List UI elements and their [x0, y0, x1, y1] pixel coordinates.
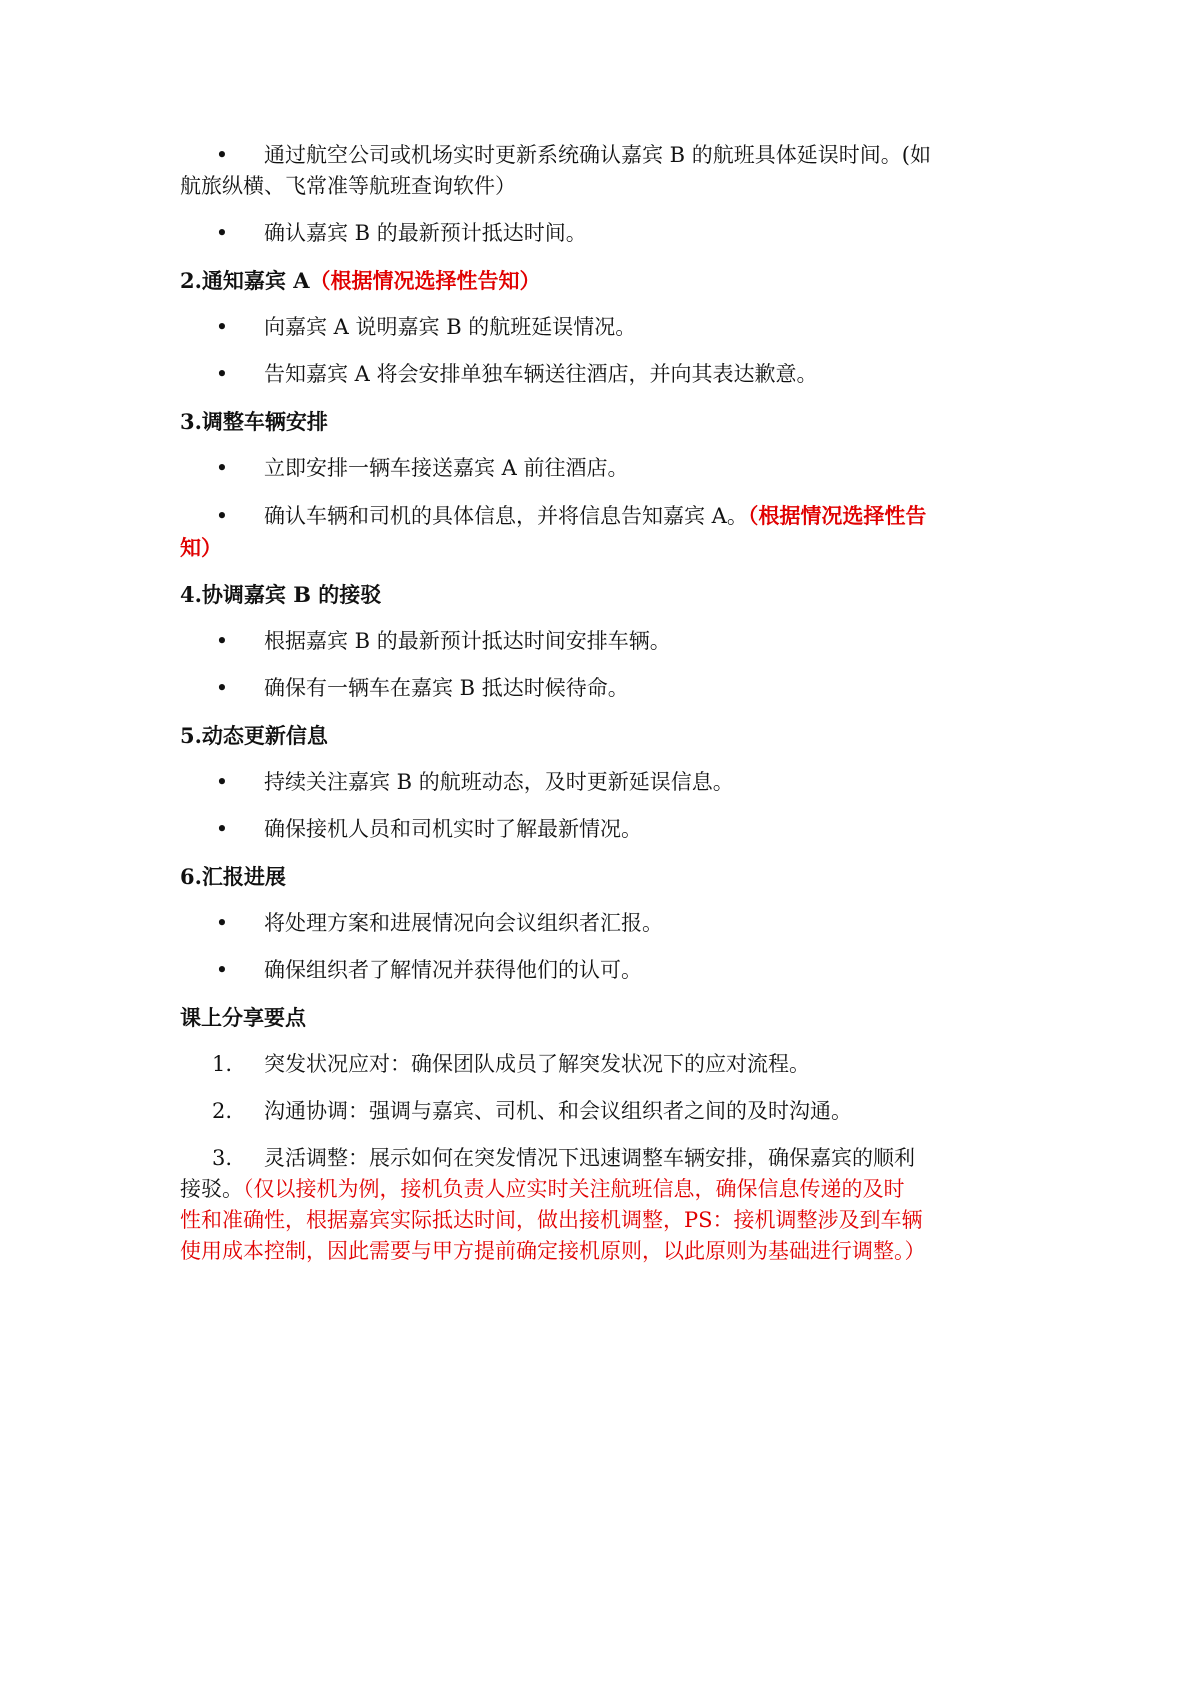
bullet-icon: • [215, 362, 229, 386]
section-title: 课上分享要点 [180, 1005, 306, 1030]
numbered-item [180, 1096, 1015, 1127]
bullet-item [180, 673, 1015, 704]
bullet-item [180, 140, 1015, 202]
bullet-icon: • [215, 456, 229, 480]
bullet-item [180, 767, 1015, 798]
bullet-item [180, 908, 1015, 939]
section-title: 5.动态更新信息 [180, 723, 328, 748]
document-page [180, 140, 1015, 1283]
bullet-text: 持续关注嘉宾 B 的航班动态，及时更新延误信息。 [264, 770, 734, 794]
item-note: （仅以接机为例，接机负责人应实时关注航班信息，确保信息传递的及时 [243, 1177, 905, 1201]
bullet-text-cont: 航旅纵横、飞常准等航班查询软件） [180, 174, 516, 198]
bullet-note: （根据情况选择性告 [747, 503, 927, 528]
section-heading [180, 861, 1015, 892]
bullet-text: 确保接机人员和司机实时了解最新情况。 [264, 817, 642, 841]
item-text-cont: 接驳。 [180, 1177, 243, 1201]
section-heading [180, 406, 1015, 437]
bullet-item [180, 312, 1015, 343]
section-title: 4.协调嘉宾 B 的接驳 [180, 582, 382, 607]
item-number: 2. [211, 1099, 233, 1123]
section-title: 3.调整车辆安排 [180, 409, 328, 434]
bullet-icon: • [215, 817, 229, 841]
item-note-cont: 使用成本控制，因此需要与甲方提前确定接机原则，以此原则为基础进行调整。） [180, 1239, 926, 1263]
bullet-text: 向嘉宾 A 说明嘉宾 B 的航班延误情况。 [264, 315, 637, 339]
item-text: 灵活调整：展示如何在突发情况下迅速调整车辆安排，确保嘉宾的顺利 [264, 1146, 915, 1170]
bullet-item [180, 626, 1015, 657]
section-title: 6.汇报进展 [180, 864, 286, 889]
bullet-item [180, 218, 1015, 249]
bullet-note-cont: 知） [180, 535, 222, 560]
section-heading [180, 265, 1015, 296]
item-number: 1. [211, 1052, 233, 1076]
bullet-item [180, 500, 1015, 563]
bullet-item [180, 453, 1015, 484]
section-heading [180, 720, 1015, 751]
bullet-icon: • [215, 629, 229, 653]
bullet-icon: • [215, 958, 229, 982]
bullet-text: 将处理方案和进展情况向会议组织者汇报。 [264, 911, 663, 935]
section-title: 2.通知嘉宾 A [180, 268, 310, 293]
bullet-item [180, 359, 1015, 390]
section-heading [180, 1002, 1015, 1033]
bullet-item [180, 814, 1015, 845]
numbered-item [180, 1049, 1015, 1080]
bullet-text: 根据嘉宾 B 的最新预计抵达时间安排车辆。 [264, 629, 671, 653]
numbered-item [180, 1143, 1015, 1267]
item-number: 3. [211, 1146, 233, 1170]
bullet-text: 告知嘉宾 A 将会安排单独车辆送往酒店，并向其表达歉意。 [264, 362, 818, 386]
item-note-cont: 性和准确性，根据嘉宾实际抵达时间，做出接机调整，PS：接机调整涉及到车辆 [180, 1208, 923, 1232]
bullet-text: 通过航空公司或机场实时更新系统确认嘉宾 B 的航班具体延误时间。(如 [264, 143, 931, 167]
bullet-icon: • [215, 143, 229, 167]
bullet-icon: • [215, 315, 229, 339]
bullet-text: 确认车辆和司机的具体信息，并将信息告知嘉宾 A。 [264, 504, 748, 528]
section-heading [180, 579, 1015, 610]
bullet-text: 立即安排一辆车接送嘉宾 A 前往酒店。 [264, 456, 629, 480]
bullet-icon: • [215, 911, 229, 935]
section-note: （根据情况选择性告知） [309, 268, 541, 293]
bullet-icon: • [215, 676, 229, 700]
item-text: 突发状况应对：确保团队成员了解突发状况下的应对流程。 [264, 1052, 810, 1076]
bullet-icon: • [215, 221, 229, 245]
bullet-item [180, 955, 1015, 986]
item-text: 沟通协调：强调与嘉宾、司机、和会议组织者之间的及时沟通。 [264, 1099, 852, 1123]
bullet-text: 确认嘉宾 B 的最新预计抵达时间。 [264, 221, 587, 245]
bullet-icon: • [215, 770, 229, 794]
bullet-text: 确保组织者了解情况并获得他们的认可。 [264, 958, 642, 982]
bullet-icon: • [215, 504, 229, 528]
bullet-text: 确保有一辆车在嘉宾 B 抵达时候待命。 [264, 676, 629, 700]
